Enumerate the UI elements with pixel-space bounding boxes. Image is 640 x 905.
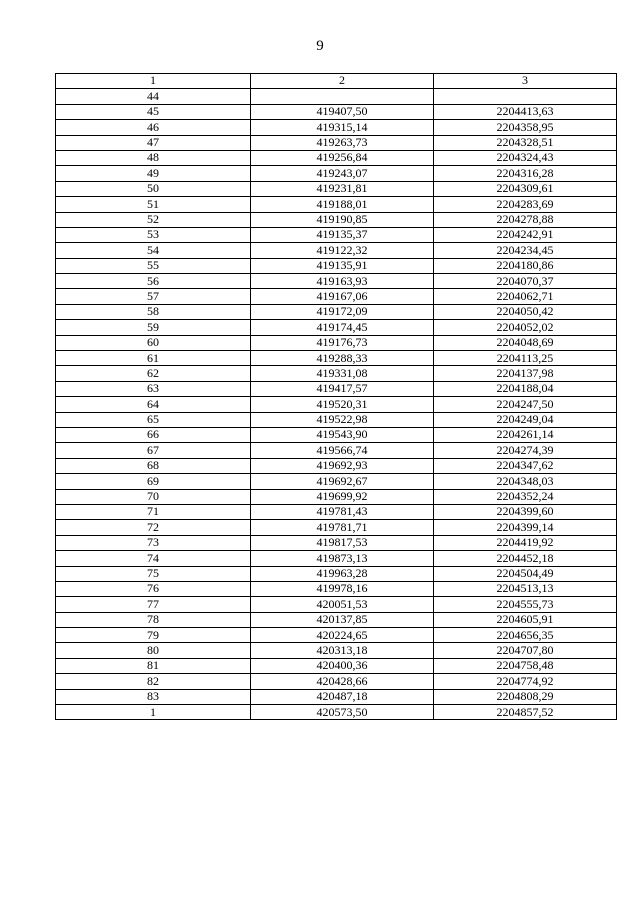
table-row xyxy=(56,197,617,212)
cell-x-coordinate xyxy=(251,89,434,104)
cell-y-coordinate: 2204274,39 xyxy=(434,443,617,458)
table-row xyxy=(56,212,617,227)
table-row xyxy=(56,628,617,643)
cell-y-coordinate: 2204316,28 xyxy=(434,166,617,181)
cell-x-coordinate: 419288,33 xyxy=(251,351,434,366)
cell-point-number: 61 xyxy=(56,351,251,366)
cell-y-coordinate: 2204358,95 xyxy=(434,120,617,135)
cell-y-coordinate: 2204052,02 xyxy=(434,320,617,335)
cell-point-number: 51 xyxy=(56,197,251,212)
table-row xyxy=(56,504,617,519)
cell-point-number: 54 xyxy=(56,243,251,258)
cell-point-number: 62 xyxy=(56,366,251,381)
cell-y-coordinate: 2204113,25 xyxy=(434,351,617,366)
cell-x-coordinate: 419781,43 xyxy=(251,504,434,519)
table-row xyxy=(56,289,617,304)
cell-x-coordinate: 420224,65 xyxy=(251,628,434,643)
table-row xyxy=(56,351,617,366)
cell-y-coordinate: 2204062,71 xyxy=(434,289,617,304)
page-number: 9 xyxy=(316,38,324,54)
cell-y-coordinate: 2204324,43 xyxy=(434,150,617,165)
cell-x-coordinate: 419566,74 xyxy=(251,443,434,458)
cell-y-coordinate: 2204261,14 xyxy=(434,427,617,442)
table-row xyxy=(56,335,617,350)
cell-x-coordinate: 419188,01 xyxy=(251,197,434,212)
cell-x-coordinate: 419163,93 xyxy=(251,274,434,289)
table-row xyxy=(56,474,617,489)
cell-point-number: 68 xyxy=(56,458,251,473)
table-header-row xyxy=(56,74,617,89)
table-row xyxy=(56,120,617,135)
table-row xyxy=(56,320,617,335)
coordinates-table xyxy=(55,73,617,720)
table-row xyxy=(56,551,617,566)
cell-point-number: 52 xyxy=(56,212,251,227)
cell-x-coordinate: 419407,50 xyxy=(251,104,434,119)
cell-x-coordinate: 419174,45 xyxy=(251,320,434,335)
cell-x-coordinate: 419978,16 xyxy=(251,581,434,596)
table-row xyxy=(56,397,617,412)
cell-y-coordinate: 2204452,18 xyxy=(434,551,617,566)
cell-y-coordinate: 2204247,50 xyxy=(434,397,617,412)
cell-point-number: 79 xyxy=(56,628,251,643)
cell-y-coordinate: 2204328,51 xyxy=(434,135,617,150)
cell-y-coordinate: 2204278,88 xyxy=(434,212,617,227)
cell-x-coordinate: 420137,85 xyxy=(251,612,434,627)
cell-point-number: 67 xyxy=(56,443,251,458)
table-row xyxy=(56,643,617,658)
table-row xyxy=(56,443,617,458)
table-row xyxy=(56,258,617,273)
cell-point-number: 83 xyxy=(56,689,251,704)
cell-point-number: 53 xyxy=(56,227,251,242)
cell-x-coordinate: 419135,37 xyxy=(251,227,434,242)
cell-y-coordinate: 2204234,45 xyxy=(434,243,617,258)
cell-y-coordinate: 2204242,91 xyxy=(434,227,617,242)
cell-x-coordinate: 419331,08 xyxy=(251,366,434,381)
cell-x-coordinate: 419167,06 xyxy=(251,289,434,304)
cell-x-coordinate: 419817,53 xyxy=(251,535,434,550)
cell-y-coordinate: 2204419,92 xyxy=(434,535,617,550)
table-row xyxy=(56,674,617,689)
cell-y-coordinate: 2204352,24 xyxy=(434,489,617,504)
table-row xyxy=(56,89,617,104)
cell-x-coordinate: 419315,14 xyxy=(251,120,434,135)
cell-point-number: 1 xyxy=(56,705,251,720)
cell-point-number: 78 xyxy=(56,612,251,627)
table-row xyxy=(56,535,617,550)
cell-x-coordinate: 419873,13 xyxy=(251,551,434,566)
cell-point-number: 75 xyxy=(56,566,251,581)
cell-point-number: 49 xyxy=(56,166,251,181)
cell-point-number: 46 xyxy=(56,120,251,135)
cell-point-number: 60 xyxy=(56,335,251,350)
cell-x-coordinate: 419522,98 xyxy=(251,412,434,427)
cell-point-number: 48 xyxy=(56,150,251,165)
cell-x-coordinate: 419963,28 xyxy=(251,566,434,581)
cell-x-coordinate: 419190,85 xyxy=(251,212,434,227)
cell-point-number: 44 xyxy=(56,89,251,104)
cell-point-number: 57 xyxy=(56,289,251,304)
cell-y-coordinate: 2204283,69 xyxy=(434,197,617,212)
cell-point-number: 59 xyxy=(56,320,251,335)
cell-point-number: 69 xyxy=(56,474,251,489)
cell-x-coordinate: 419135,91 xyxy=(251,258,434,273)
cell-x-coordinate: 420313,18 xyxy=(251,643,434,658)
cell-point-number: 82 xyxy=(56,674,251,689)
table-row xyxy=(56,135,617,150)
cell-x-coordinate: 419256,84 xyxy=(251,150,434,165)
cell-x-coordinate: 419520,31 xyxy=(251,397,434,412)
column-header-y: 3 xyxy=(434,74,617,89)
table-row xyxy=(56,150,617,165)
table-row xyxy=(56,181,617,196)
cell-point-number: 47 xyxy=(56,135,251,150)
cell-point-number: 56 xyxy=(56,274,251,289)
table-row xyxy=(56,427,617,442)
table-row xyxy=(56,458,617,473)
cell-y-coordinate: 2204758,48 xyxy=(434,658,617,673)
cell-y-coordinate: 2204309,61 xyxy=(434,181,617,196)
cell-point-number: 77 xyxy=(56,597,251,612)
cell-x-coordinate: 419417,57 xyxy=(251,381,434,396)
cell-y-coordinate: 2204050,42 xyxy=(434,304,617,319)
table-row xyxy=(56,227,617,242)
cell-x-coordinate: 419263,73 xyxy=(251,135,434,150)
table-row xyxy=(56,612,617,627)
cell-y-coordinate: 2204555,73 xyxy=(434,597,617,612)
table-body xyxy=(56,89,617,720)
column-header-x: 2 xyxy=(251,74,434,89)
cell-y-coordinate: 2204188,04 xyxy=(434,381,617,396)
table-row xyxy=(56,520,617,535)
cell-x-coordinate: 419692,67 xyxy=(251,474,434,489)
cell-y-coordinate: 2204857,52 xyxy=(434,705,617,720)
cell-point-number: 71 xyxy=(56,504,251,519)
table-row xyxy=(56,166,617,181)
cell-point-number: 74 xyxy=(56,551,251,566)
cell-y-coordinate: 2204504,49 xyxy=(434,566,617,581)
table-row xyxy=(56,412,617,427)
cell-x-coordinate: 419122,32 xyxy=(251,243,434,258)
table-row xyxy=(56,381,617,396)
cell-y-coordinate: 2204399,14 xyxy=(434,520,617,535)
cell-x-coordinate: 419231,81 xyxy=(251,181,434,196)
cell-point-number: 70 xyxy=(56,489,251,504)
cell-x-coordinate: 420400,36 xyxy=(251,658,434,673)
cell-point-number: 80 xyxy=(56,643,251,658)
table-row xyxy=(56,274,617,289)
cell-point-number: 72 xyxy=(56,520,251,535)
table-row xyxy=(56,705,617,720)
table-row xyxy=(56,689,617,704)
table-row xyxy=(56,243,617,258)
table-row xyxy=(56,366,617,381)
cell-y-coordinate: 2204348,03 xyxy=(434,474,617,489)
column-header-point: 1 xyxy=(56,74,251,89)
cell-x-coordinate: 420051,53 xyxy=(251,597,434,612)
table-row xyxy=(56,489,617,504)
table-row xyxy=(56,658,617,673)
cell-point-number: 66 xyxy=(56,427,251,442)
cell-x-coordinate: 419243,07 xyxy=(251,166,434,181)
cell-x-coordinate: 419176,73 xyxy=(251,335,434,350)
cell-y-coordinate: 2204513,13 xyxy=(434,581,617,596)
cell-y-coordinate: 2204605,91 xyxy=(434,612,617,627)
table-row xyxy=(56,566,617,581)
cell-point-number: 63 xyxy=(56,381,251,396)
cell-y-coordinate: 2204180,86 xyxy=(434,258,617,273)
table-row xyxy=(56,304,617,319)
cell-x-coordinate: 420573,50 xyxy=(251,705,434,720)
cell-point-number: 45 xyxy=(56,104,251,119)
cell-y-coordinate: 2204347,62 xyxy=(434,458,617,473)
cell-point-number: 58 xyxy=(56,304,251,319)
cell-y-coordinate: 2204808,29 xyxy=(434,689,617,704)
cell-x-coordinate: 420487,18 xyxy=(251,689,434,704)
cell-point-number: 64 xyxy=(56,397,251,412)
cell-y-coordinate: 2204070,37 xyxy=(434,274,617,289)
cell-y-coordinate: 2204249,04 xyxy=(434,412,617,427)
cell-point-number: 55 xyxy=(56,258,251,273)
cell-point-number: 65 xyxy=(56,412,251,427)
cell-point-number: 73 xyxy=(56,535,251,550)
cell-y-coordinate xyxy=(434,89,617,104)
cell-x-coordinate: 419781,71 xyxy=(251,520,434,535)
cell-point-number: 50 xyxy=(56,181,251,196)
table-row xyxy=(56,104,617,119)
cell-y-coordinate: 2204413,63 xyxy=(434,104,617,119)
cell-y-coordinate: 2204656,35 xyxy=(434,628,617,643)
cell-y-coordinate: 2204707,80 xyxy=(434,643,617,658)
cell-x-coordinate: 419543,90 xyxy=(251,427,434,442)
table-row xyxy=(56,597,617,612)
cell-x-coordinate: 419692,93 xyxy=(251,458,434,473)
cell-point-number: 81 xyxy=(56,658,251,673)
cell-y-coordinate: 2204399,60 xyxy=(434,504,617,519)
cell-x-coordinate: 419172,09 xyxy=(251,304,434,319)
cell-y-coordinate: 2204048,69 xyxy=(434,335,617,350)
cell-y-coordinate: 2204774,92 xyxy=(434,674,617,689)
cell-y-coordinate: 2204137,98 xyxy=(434,366,617,381)
cell-point-number: 76 xyxy=(56,581,251,596)
cell-x-coordinate: 419699,92 xyxy=(251,489,434,504)
table-row xyxy=(56,581,617,596)
cell-x-coordinate: 420428,66 xyxy=(251,674,434,689)
